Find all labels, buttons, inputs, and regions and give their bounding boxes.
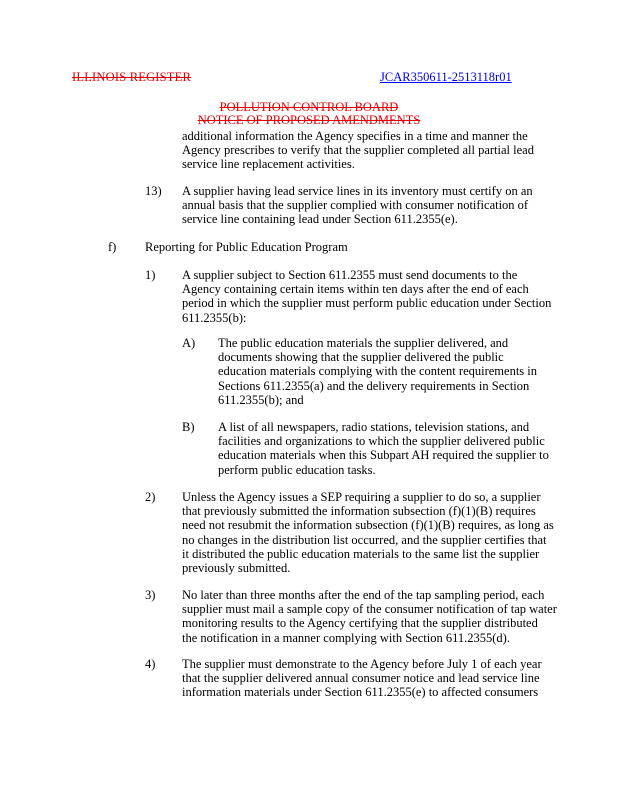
text-line: period in which the supplier must perform public education under Section <box>182 296 552 311</box>
text-line: service line replacement activities. <box>182 157 355 172</box>
text-line: education materials complying with the content requirements in <box>218 364 538 379</box>
text-line: The supplier must demonstrate to the Agency before July 1 of each year <box>182 657 542 671</box>
item-2-paragraph <box>182 490 554 575</box>
text-line: it distributed the public education materials to the same list the supplier <box>182 546 540 561</box>
item-number: 13) <box>145 184 162 198</box>
text-line: Agency prescribes to verify that the supplier completed all partial lead <box>182 143 534 158</box>
section-title: Reporting for Public Education Program <box>145 240 348 254</box>
text-line: A supplier having lead service lines in its inventory must certify on an <box>182 184 533 198</box>
continuation-paragraph <box>182 129 534 172</box>
text-line: Sections 611.2355(a) and the delivery requirements in Section <box>218 378 530 393</box>
text-line: service line containing lead under Section 611.2355(e). <box>182 212 458 227</box>
text-line: The public education materials the supplier delivered, and <box>218 336 509 350</box>
text-line: documents showing that the supplier delivered the public <box>218 350 504 365</box>
item-1-paragraph <box>182 268 551 325</box>
item-B-paragraph <box>218 420 549 477</box>
text-line: Agency containing certain items within ten days after the end of each <box>182 282 529 297</box>
text-line: perform public education tasks. <box>218 462 376 477</box>
text-line: the notification in a manner complying with Section 611.2355(d). <box>182 630 510 645</box>
text-line: information materials under Section 611.2355(e) to affected consumers <box>182 685 539 700</box>
text-line: No later than three months after the end of the tap sampling period, each <box>182 588 545 602</box>
notice-title: NOTICE OF PROPOSED AMENDMENTS <box>197 113 421 127</box>
text-line: additional information the Agency specifies in a time and manner the <box>182 129 528 143</box>
item-number: 1) <box>145 268 156 282</box>
item-4-paragraph <box>182 657 542 700</box>
text-line: 611.2355(b): <box>182 310 247 325</box>
text-line: education materials when this Subpart AH required the supplier to <box>218 448 549 463</box>
text-line: Unless the Agency issues a SEP requiring a supplier to do so, a supplier <box>182 490 541 504</box>
text-line: A list of all newspapers, radio stations, television stations, and <box>218 420 530 434</box>
text-line: that the supplier delivered annual consumer notice and lead service line <box>182 671 540 686</box>
text-line: annual basis that the supplier complied with consumer notification of <box>182 198 529 213</box>
item-A-paragraph <box>218 336 537 407</box>
text-line: need not resubmit the information subsection (f)(1)(B) requires, as long as <box>182 518 554 533</box>
text-line: previously submitted. <box>182 561 291 576</box>
item-13-paragraph <box>182 184 533 227</box>
item-number: 4) <box>145 657 156 671</box>
text-line: no changes in the distribution list occurred, and the supplier certifies that <box>182 532 547 547</box>
item-number: 2) <box>145 490 156 504</box>
item-number: 3) <box>145 588 156 602</box>
item-number: B) <box>182 420 195 434</box>
board-title: POLLUTION CONTROL BOARD <box>219 100 399 114</box>
document-code-link[interactable]: JCAR350611-2513118r01 <box>380 70 512 84</box>
text-line: A supplier subject to Section 611.2355 must send documents to the <box>182 268 518 282</box>
text-line: facilities and organizations to which the supplier delivered public <box>218 434 545 449</box>
text-line: supplier must mail a sample copy of the consumer notification of tap water <box>182 602 557 617</box>
section-label: f) <box>108 240 117 254</box>
text-line: 611.2355(b); and <box>218 392 304 407</box>
text-line: that previously submitted the information subsection (f)(1)(B) requires <box>182 504 536 519</box>
register-header: ILLINOIS REGISTER <box>72 70 192 84</box>
text-line: monitoring results to the Agency certifying that the supplier distributed <box>182 616 538 631</box>
item-3-paragraph <box>182 588 557 645</box>
item-number: A) <box>182 336 196 350</box>
